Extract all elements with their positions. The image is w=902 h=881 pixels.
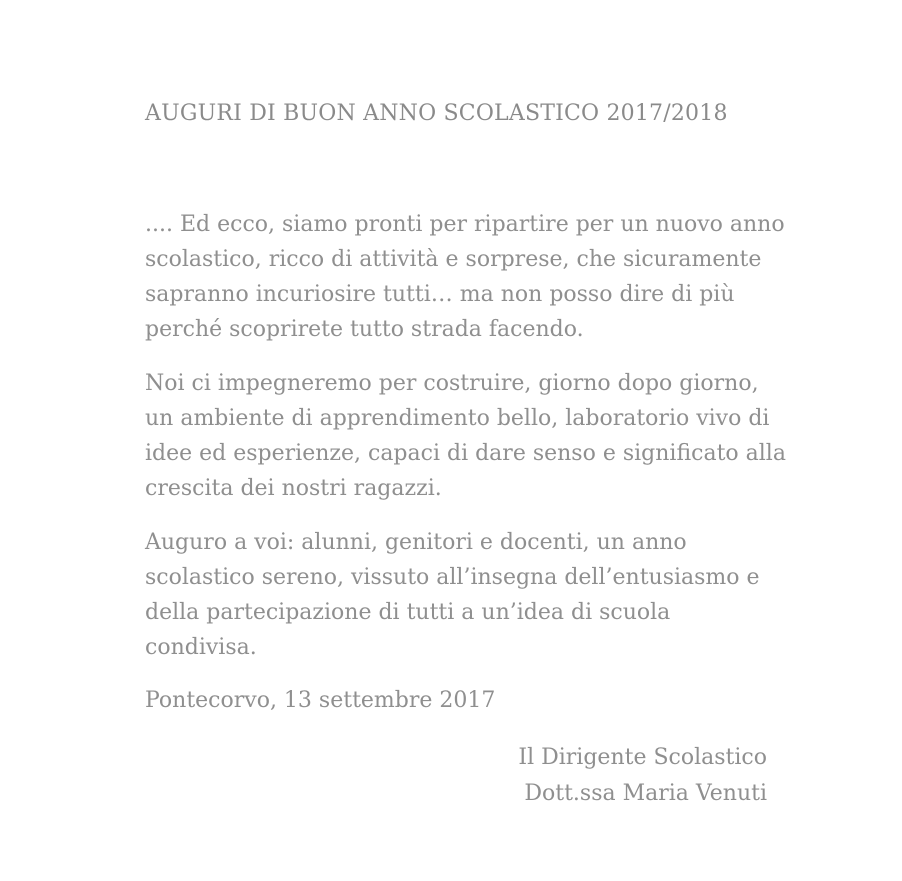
paragraph-line: scolastico, ricco di attività e sorprese, che sicuramente: [145, 247, 762, 272]
paragraph-3: [145, 525, 785, 665]
paragraph-line: sapranno incuriosire tutti… ma non posso dire di più: [145, 282, 735, 307]
paragraph-2: [145, 366, 785, 506]
document-title: AUGURI DI BUON ANNO SCOLASTICO 2017/2018: [145, 101, 728, 126]
paragraph-line: Auguro a voi: alunni, genitori e docenti, un anno: [145, 530, 687, 555]
paragraph-line: condivisa.: [145, 635, 257, 660]
signature-role: Il Dirigente Scolastico: [518, 745, 767, 770]
signature-block: [518, 740, 767, 812]
paragraph-line: della partecipazione di tutti a un’idea di scuola: [145, 600, 671, 625]
paragraph-line: scolastico sereno, vissuto all’insegna dell’entusiasmo e: [145, 565, 760, 590]
paragraph-line: un ambiente di apprendimento bello, laboratorio vivo di: [145, 406, 770, 431]
document-body: [145, 207, 785, 684]
paragraph-line: idee ed esperienze, capaci di dare senso e significato alla: [145, 441, 786, 466]
place-date: Pontecorvo, 13 settembre 2017: [145, 688, 496, 713]
paragraph-line: Noi ci impegneremo per costruire, giorno dopo giorno,: [145, 371, 759, 396]
paragraph-line: crescita dei nostri ragazzi.: [145, 476, 442, 501]
signature-name: Dott.ssa Maria Venuti: [524, 781, 767, 806]
paragraph-line: .... Ed ecco, siamo pronti per ripartire per un nuovo anno: [145, 212, 785, 237]
paragraph-1: [145, 207, 785, 347]
paragraph-line: perché scoprirete tutto strada facendo.: [145, 317, 584, 342]
